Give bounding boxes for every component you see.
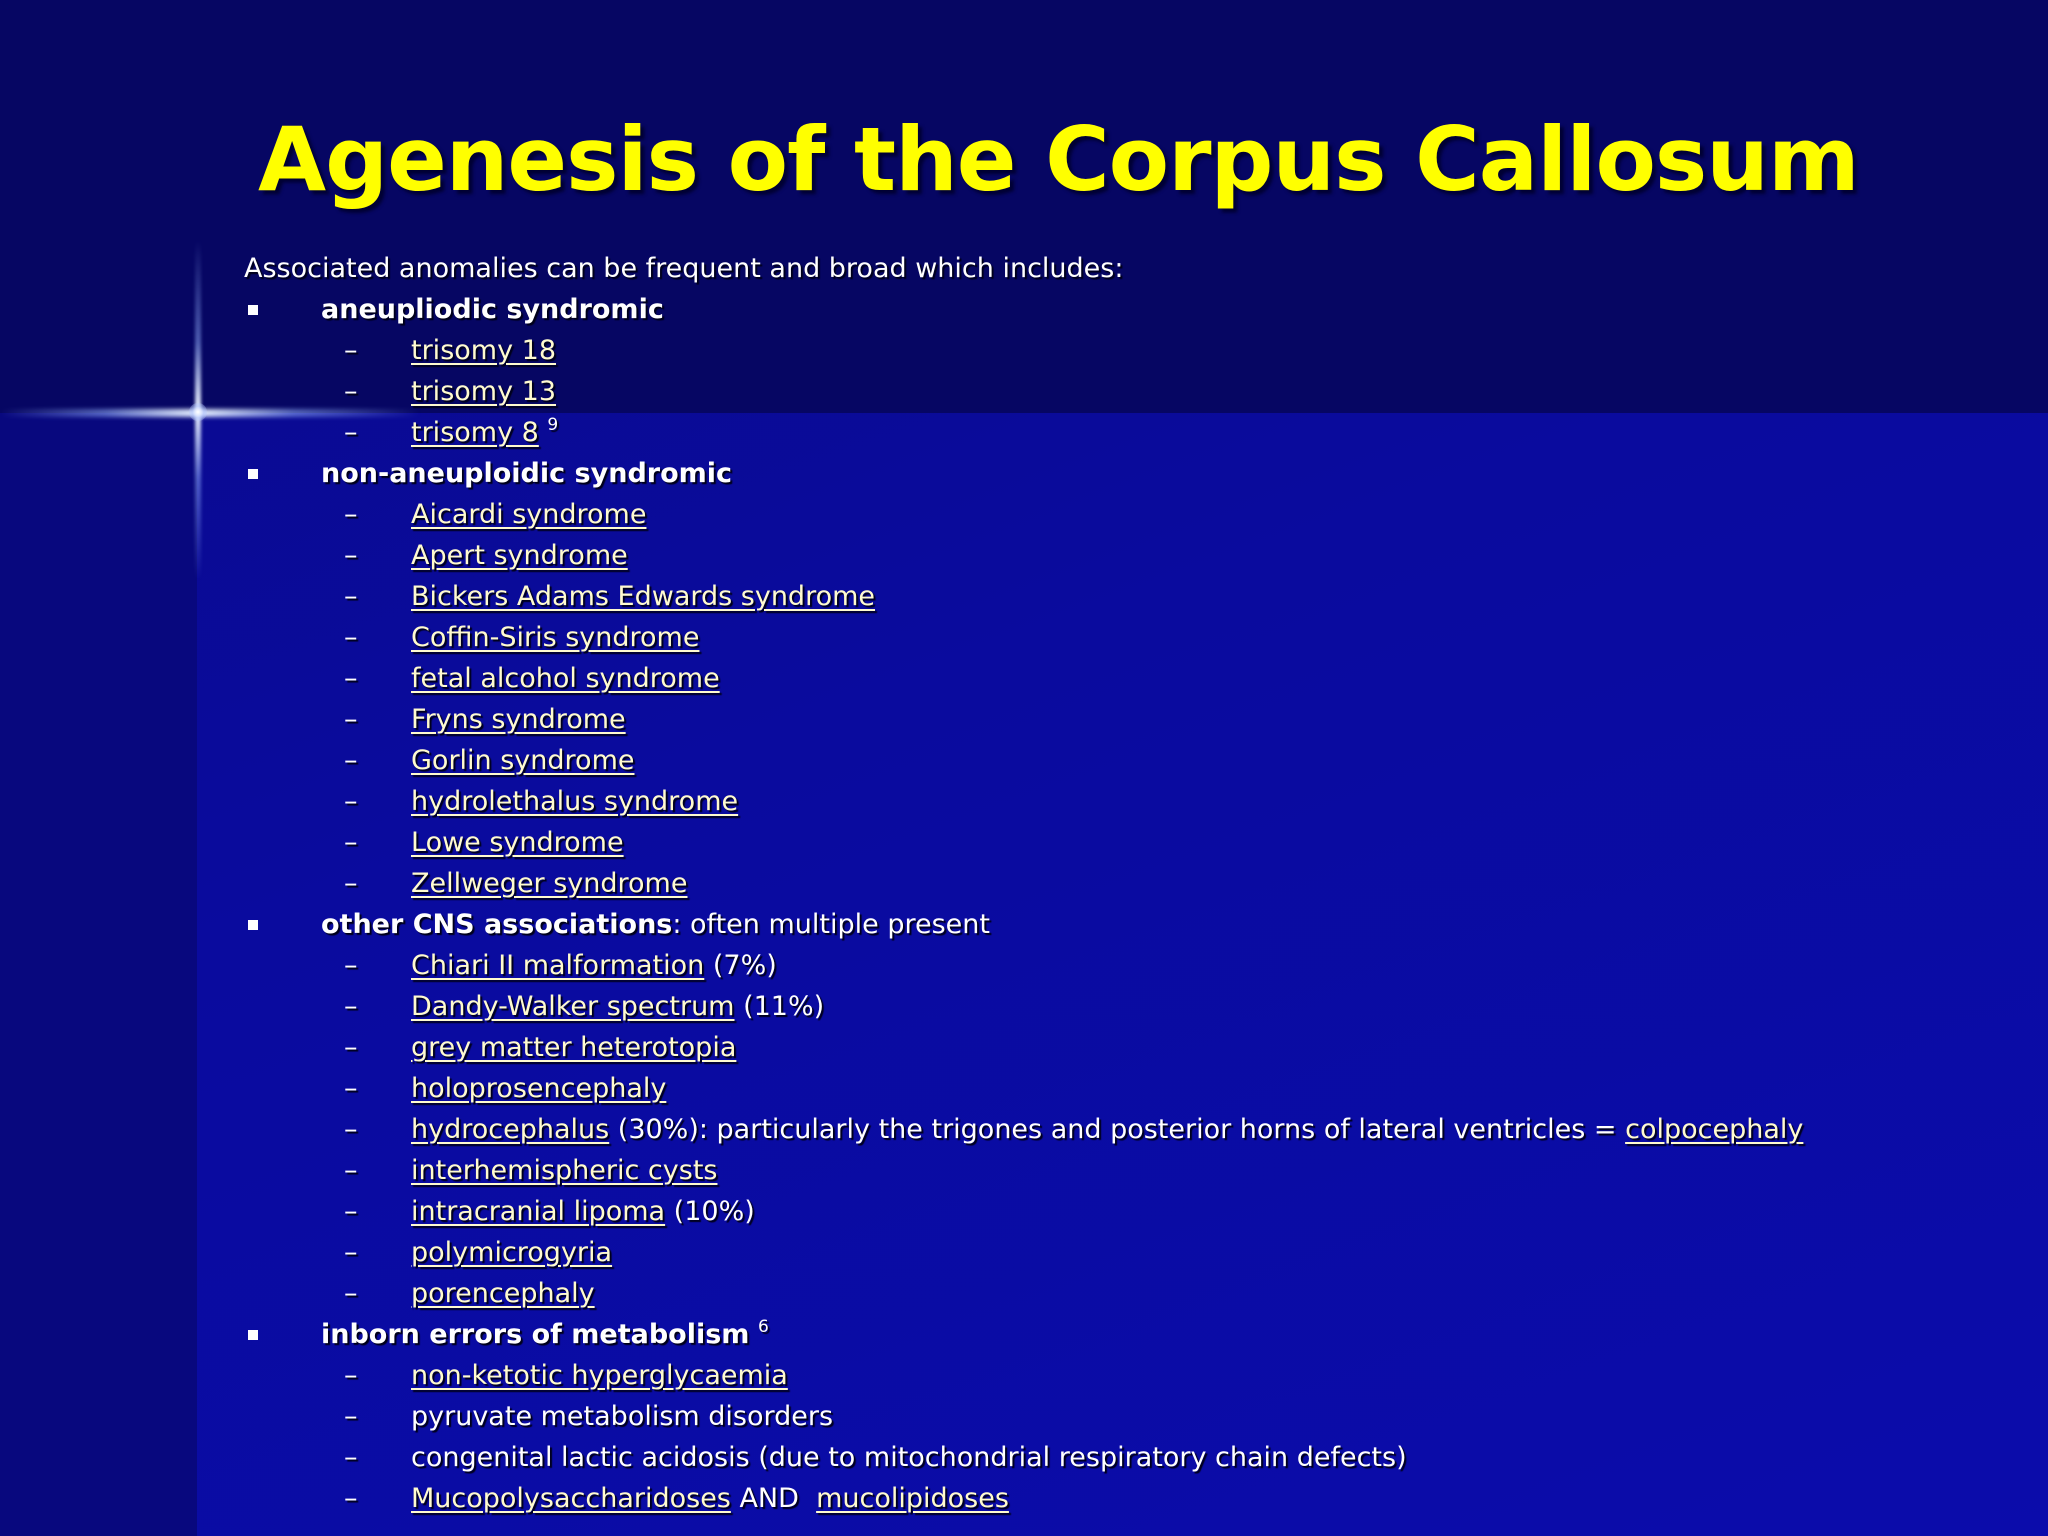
bullet-non-aneuploidic [244, 453, 2024, 494]
dash-marker: – [344, 1073, 358, 1104]
square-bullet-icon [248, 469, 258, 479]
dash-marker: – [344, 499, 358, 530]
percentage-text: (10%) [665, 1196, 755, 1227]
list-item [244, 1273, 2024, 1314]
light-flare-core [189, 403, 207, 421]
list-item [244, 822, 2024, 863]
list-item [244, 617, 2024, 658]
intro-text: Associated anomalies can be frequent and broad which includes: [244, 253, 1124, 284]
link-coffin-siris-syndrome[interactable]: Coffin-Siris syndrome [411, 622, 700, 653]
bullet-inborn-errors-of-metabolism [244, 1314, 2024, 1355]
dash-marker: – [344, 1237, 358, 1268]
dash-marker: – [344, 622, 358, 653]
dash-marker: – [344, 786, 358, 817]
percentage-text: (11%) [734, 991, 825, 1022]
dash-marker: – [344, 1483, 358, 1514]
list-item [244, 986, 2024, 1027]
dash-marker: – [344, 1360, 358, 1391]
reference-superscript: 9 [547, 415, 559, 435]
list-item [244, 1027, 2024, 1068]
link-grey-matter-heterotopia[interactable]: grey matter heterotopia [411, 1032, 737, 1063]
list-item [244, 371, 2024, 412]
bullet-heading: other CNS associations [321, 909, 673, 940]
list-item [244, 1396, 2024, 1437]
dash-marker: – [344, 745, 358, 776]
bullet-heading: non-aneuploidic syndromic [321, 458, 733, 489]
dash-marker: – [344, 1114, 358, 1145]
dash-marker: – [344, 540, 358, 571]
bullet-cns-associations [244, 904, 2024, 945]
link-fryns-syndrome[interactable]: Fryns syndrome [411, 704, 626, 735]
link-hydrolethalus-syndrome[interactable]: hydrolethalus syndrome [411, 786, 739, 817]
list-item [244, 494, 2024, 535]
list-item [244, 535, 2024, 576]
bullet-heading-suffix: : often multiple present [672, 909, 990, 940]
percentage-text: (7%) [704, 950, 777, 981]
dash-marker: – [344, 1196, 358, 1227]
list-item [244, 1478, 2024, 1519]
dash-marker: – [344, 1442, 358, 1473]
dash-marker: – [344, 1401, 358, 1432]
slide-title: Agenesis of the Corpus Callosum [258, 108, 1859, 211]
dash-marker: – [344, 704, 358, 735]
dash-marker: – [344, 827, 358, 858]
dash-marker: – [344, 663, 358, 694]
link-porencephaly[interactable]: porencephaly [411, 1278, 595, 1309]
link-aicardi-syndrome[interactable]: Aicardi syndrome [411, 499, 647, 530]
link-apert-syndrome[interactable]: Apert syndrome [411, 540, 628, 571]
list-item [244, 699, 2024, 740]
list-item-text: pyruvate metabolism disorders [411, 1401, 834, 1432]
conjunction-text: AND [730, 1483, 817, 1514]
link-intracranial-lipoma[interactable]: intracranial lipoma [411, 1196, 666, 1227]
bullet-heading: aneupliodic syndromic [321, 294, 664, 325]
list-item [244, 1437, 2024, 1478]
link-gorlin-syndrome[interactable]: Gorlin syndrome [411, 745, 635, 776]
list-item [244, 1355, 2024, 1396]
dash-marker: – [344, 376, 358, 407]
link-trisomy-13[interactable]: trisomy 13 [411, 376, 556, 407]
list-item [244, 1109, 2024, 1150]
link-trisomy-18[interactable]: trisomy 18 [411, 335, 556, 366]
bullet-aneuploidic [244, 289, 2024, 330]
list-item [244, 1068, 2024, 1109]
link-lowe-syndrome[interactable]: Lowe syndrome [411, 827, 624, 858]
link-colpocephaly[interactable]: colpocephaly [1625, 1114, 1804, 1145]
dash-marker: – [344, 335, 358, 366]
link-chiari-ii-malformation[interactable]: Chiari II malformation [411, 950, 705, 981]
dash-marker: – [344, 417, 358, 448]
link-dandy-walker-spectrum[interactable]: Dandy-Walker spectrum [411, 991, 735, 1022]
bullet-heading: inborn errors of metabolism [321, 1319, 750, 1350]
square-bullet-icon [248, 920, 258, 930]
link-interhemispheric-cysts[interactable]: interhemispheric cysts [411, 1155, 718, 1186]
dash-marker: – [344, 1032, 358, 1063]
dash-marker: – [344, 950, 358, 981]
list-item [244, 740, 2024, 781]
left-strip [0, 413, 197, 1536]
dash-marker: – [344, 868, 358, 899]
list-item [244, 576, 2024, 617]
list-item [244, 1232, 2024, 1273]
list-item [244, 658, 2024, 699]
link-zellweger-syndrome[interactable]: Zellweger syndrome [411, 868, 688, 899]
link-mucolipidoses[interactable]: mucolipidoses [816, 1483, 1009, 1514]
list-item [244, 1191, 2024, 1232]
list-item-text: congenital lactic acidosis (due to mitochondrial respiratory chain defects) [411, 1442, 1407, 1473]
link-fetal-alcohol-syndrome[interactable]: fetal alcohol syndrome [411, 663, 720, 694]
link-hydrocephalus[interactable]: hydrocephalus [411, 1114, 610, 1145]
square-bullet-icon [248, 305, 258, 315]
dash-marker: – [344, 581, 358, 612]
list-item [244, 330, 2024, 371]
list-item [244, 412, 2024, 453]
dash-marker: – [344, 991, 358, 1022]
square-bullet-icon [248, 1330, 258, 1340]
link-mucopolysaccharidoses[interactable]: Mucopolysaccharidoses [411, 1483, 731, 1514]
list-item [244, 863, 2024, 904]
hydrocephalus-description: (30%): particularly the trigones and posterior horns of lateral ventricles = [609, 1114, 1626, 1145]
list-item [244, 1150, 2024, 1191]
reference-superscript: 6 [758, 1317, 769, 1337]
dash-marker: – [344, 1278, 358, 1309]
list-item [244, 781, 2024, 822]
list-item [244, 945, 2024, 986]
link-bickers-adams-edwards-syndrome[interactable]: Bickers Adams Edwards syndrome [411, 581, 876, 612]
dash-marker: – [344, 1155, 358, 1186]
link-non-ketotic-hyperglycaemia[interactable]: non-ketotic hyperglycaemia [411, 1360, 788, 1391]
slide-content [244, 248, 2024, 1519]
link-holoprosencephaly[interactable]: holoprosencephaly [411, 1073, 667, 1104]
link-polymicrogyria[interactable]: polymicrogyria [411, 1237, 613, 1268]
link-trisomy-8[interactable]: trisomy 8 [411, 417, 539, 448]
